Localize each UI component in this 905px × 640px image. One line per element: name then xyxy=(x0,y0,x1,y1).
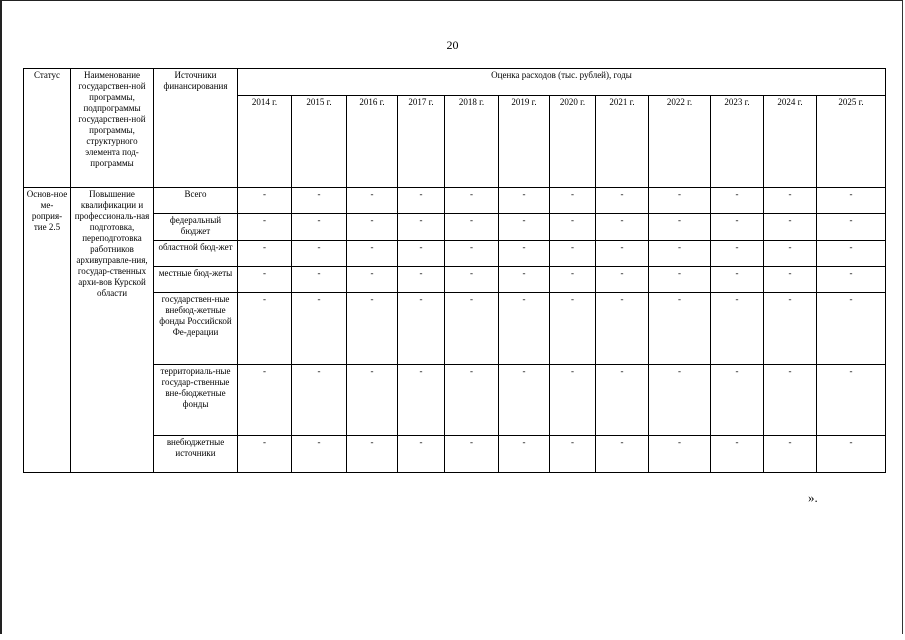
header-year: 2024 г. xyxy=(764,96,817,188)
value-cell: - xyxy=(550,241,596,267)
value-cell: - xyxy=(398,436,445,473)
table-row xyxy=(24,365,886,436)
value-cell: - xyxy=(649,436,711,473)
value-cell: - xyxy=(238,365,292,436)
value-cell: - xyxy=(596,436,649,473)
value-cell: - xyxy=(398,267,445,293)
table-row xyxy=(24,267,886,293)
closing-quote: ». xyxy=(808,490,818,505)
value-cell: - xyxy=(711,267,764,293)
value-cell: - xyxy=(649,241,711,267)
value-cell: - xyxy=(764,188,817,214)
header-status: Статус xyxy=(24,69,71,188)
header-name: Наименование государствен-ной программы, подпрограммы государствен-ной программы, структурного элемента под-программы xyxy=(71,69,154,188)
value-cell: - xyxy=(445,365,499,436)
value-cell: - xyxy=(764,436,817,473)
table-row xyxy=(24,436,886,473)
table-row xyxy=(24,241,886,267)
value-cell: - xyxy=(292,293,347,365)
value-cell: - xyxy=(817,241,886,267)
value-cell: - xyxy=(347,365,398,436)
header-year: 2016 г. xyxy=(347,96,398,188)
value-cell: - xyxy=(550,267,596,293)
value-cell: - xyxy=(596,267,649,293)
value-cell: - xyxy=(764,214,817,241)
value-cell: - xyxy=(711,365,764,436)
value-cell: - xyxy=(499,293,550,365)
value-cell: - xyxy=(649,188,711,214)
value-cell: - xyxy=(764,293,817,365)
value-cell: - xyxy=(238,267,292,293)
value-cell: - xyxy=(817,293,886,365)
value-cell: - xyxy=(445,267,499,293)
value-cell: - xyxy=(649,267,711,293)
header-year: 2017 г. xyxy=(398,96,445,188)
value-cell: - xyxy=(764,267,817,293)
value-cell: - xyxy=(398,188,445,214)
value-cell: - xyxy=(445,293,499,365)
value-cell: - xyxy=(347,267,398,293)
header-year: 2025 г. xyxy=(817,96,886,188)
header-year: 2015 г. xyxy=(292,96,347,188)
value-cell: - xyxy=(596,365,649,436)
program-name-cell: Повышение квалификации и профессиональ-ная подготовка, переподготовка работников архивуправле-ния, государ-ственных архи-вов Курской области xyxy=(71,188,154,473)
value-cell: - xyxy=(292,241,347,267)
value-cell: - xyxy=(596,241,649,267)
value-cell: - xyxy=(292,214,347,241)
funding-source-cell: федеральный бюджет xyxy=(154,214,238,241)
value-cell: - xyxy=(596,293,649,365)
value-cell: - xyxy=(711,293,764,365)
value-cell: - xyxy=(398,214,445,241)
value-cell: - xyxy=(711,241,764,267)
funding-source-cell: государствен-ные внебюд-жетные фонды Российской Фе-дерации xyxy=(154,293,238,365)
header-year: 2023 г. xyxy=(711,96,764,188)
value-cell: - xyxy=(347,436,398,473)
funding-source-cell: внебюджетные источники xyxy=(154,436,238,473)
value-cell: - xyxy=(445,188,499,214)
status-cell: Основ-ное ме-роприя-тие 2.5 xyxy=(24,188,71,473)
value-cell: - xyxy=(398,241,445,267)
value-cell: - xyxy=(499,241,550,267)
value-cell: - xyxy=(445,241,499,267)
header-year: 2014 г. xyxy=(238,96,292,188)
value-cell: - xyxy=(499,436,550,473)
funding-source-cell: областной бюд-жет xyxy=(154,241,238,267)
value-cell: - xyxy=(238,214,292,241)
value-cell: - xyxy=(347,188,398,214)
value-cell: - xyxy=(550,436,596,473)
value-cell: - xyxy=(764,241,817,267)
value-cell: - xyxy=(649,293,711,365)
table-row xyxy=(24,293,886,365)
value-cell: - xyxy=(347,241,398,267)
value-cell: - xyxy=(649,214,711,241)
value-cell: - xyxy=(445,214,499,241)
value-cell: - xyxy=(649,365,711,436)
value-cell: - xyxy=(238,436,292,473)
header-source: Источники финансирования xyxy=(154,69,238,188)
value-cell: - xyxy=(445,436,499,473)
value-cell: - xyxy=(711,214,764,241)
value-cell: - xyxy=(596,214,649,241)
value-cell: - xyxy=(238,241,292,267)
value-cell: - xyxy=(292,436,347,473)
value-cell: - xyxy=(499,365,550,436)
header-estimate: Оценка расходов (тыс. рублей), годы xyxy=(238,69,886,96)
value-cell: - xyxy=(292,365,347,436)
value-cell: - xyxy=(550,214,596,241)
funding-source-cell: местные бюд-жеты xyxy=(154,267,238,293)
value-cell: - xyxy=(711,436,764,473)
value-cell: - xyxy=(711,188,764,214)
value-cell: - xyxy=(596,188,649,214)
value-cell: - xyxy=(817,214,886,241)
value-cell: - xyxy=(292,188,347,214)
value-cell: - xyxy=(292,267,347,293)
header-year: 2021 г. xyxy=(596,96,649,188)
value-cell: - xyxy=(347,214,398,241)
value-cell: - xyxy=(550,365,596,436)
value-cell: - xyxy=(499,267,550,293)
header-year: 2018 г. xyxy=(445,96,499,188)
value-cell: - xyxy=(817,436,886,473)
value-cell: - xyxy=(398,293,445,365)
header-year: 2020 г. xyxy=(550,96,596,188)
value-cell: - xyxy=(817,188,886,214)
value-cell: - xyxy=(238,293,292,365)
funding-source-cell: территориаль-ные государ-ственные вне-бюджетные фонды xyxy=(154,365,238,436)
table-row xyxy=(24,188,886,214)
header-year: 2019 г. xyxy=(499,96,550,188)
funding-source-cell: Всего xyxy=(154,188,238,214)
value-cell: - xyxy=(817,267,886,293)
budget-table xyxy=(23,68,886,473)
value-cell: - xyxy=(764,365,817,436)
value-cell: - xyxy=(550,293,596,365)
value-cell: - xyxy=(398,365,445,436)
value-cell: - xyxy=(550,188,596,214)
value-cell: - xyxy=(238,188,292,214)
page-number: 20 xyxy=(446,38,459,52)
table-row xyxy=(24,214,886,241)
header-year: 2022 г. xyxy=(649,96,711,188)
value-cell: - xyxy=(499,188,550,214)
value-cell: - xyxy=(499,214,550,241)
value-cell: - xyxy=(817,365,886,436)
value-cell: - xyxy=(347,293,398,365)
